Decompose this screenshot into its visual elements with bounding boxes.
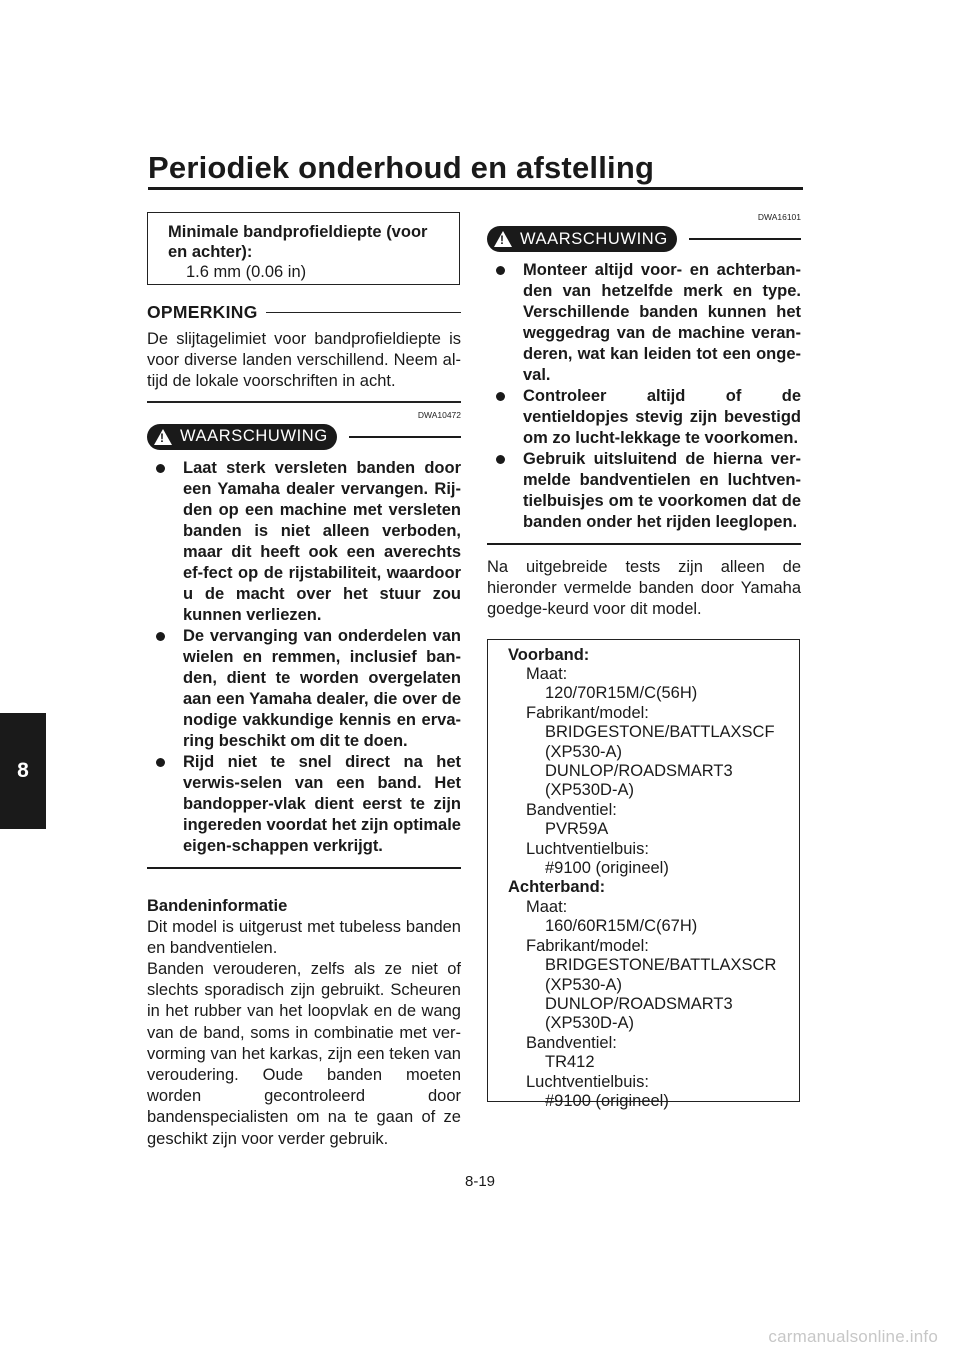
bullet-dot-icon: [496, 392, 505, 401]
section-paragraph: Banden verouderen, zelfs als ze niet of slechts sporadisch zijn gebruikt. Scheuren in het rubber van het loopvlak en de wang van de band, soms in combinatie met ver-vorming van het karkas, zijn een teken van veroudering. Oude banden moeten worden gecontroleerd door bandenspecialisten om na te gaan of ze geschikt zijn voor verder gebruik.: [147, 959, 461, 1148]
front-tube-value: #9100 (origineel): [545, 859, 669, 878]
bullet-dot-icon: [496, 266, 505, 275]
min-depth-box: [147, 212, 460, 285]
page-title: Periodiek onderhoud en afstelling: [148, 150, 655, 185]
rear-maker-2-code: (XP530D-A): [545, 1014, 634, 1033]
warning-end-rule: [487, 543, 801, 545]
warning-triangle-icon: !: [154, 429, 172, 445]
front-valve-value: PVR59A: [545, 820, 609, 839]
min-depth-label: Minimale bandprofieldiepte (voor en achter):: [168, 223, 428, 261]
warning-code: DWA10472: [417, 409, 461, 420]
tire-spec-box: [487, 639, 800, 1110]
front-maker-2-code: (XP530D-A): [545, 781, 634, 800]
warning-header: [487, 226, 801, 252]
rear-tube-label: Luchtventielbuis:: [526, 1072, 649, 1091]
note-end-rule: [147, 401, 461, 403]
front-maker-1-code: (XP530-A): [545, 742, 623, 761]
warning-item: Laat sterk versleten banden door een Yamaha dealer vervangen. Rij-den op een machine met versleten banden is niet alleen verboden, maar dit heeft ook een averechts ef-fect op de rijstabiliteit, waardoor u de macht over het stuur zou kunnen verliezen.: [147, 458, 461, 626]
front-valve-label: Bandventiel:: [526, 800, 617, 819]
warning-item: Rijd niet te snel direct na het verwis-selen van een band. Het bandopper-vlak dient eerst te zijn ingereden voordat het zijn optimale eigen-schappen verkrijgt.: [147, 752, 461, 857]
warning-item: Controleer altijd of de ventieldopjes stevig zijn bevestigd om zo lucht-lekkage te voorkomen.: [487, 386, 801, 449]
rear-valve-value: TR412: [545, 1053, 595, 1072]
right-column: [487, 212, 801, 1110]
note-rule: [266, 312, 461, 314]
front-size-value: 120/70R15M/C(56H): [545, 684, 698, 703]
rear-maker-label: Fabrikant/model:: [526, 936, 649, 955]
front-tire-label: Voorband:: [508, 645, 590, 664]
rear-maker-2: DUNLOP/ROADSMART3: [545, 994, 733, 1013]
rear-tire-label: Achterband:: [508, 878, 606, 897]
watermark: carmanualsonline.info: [768, 1327, 938, 1346]
left-column: [147, 212, 461, 1150]
rear-maker-1: BRIDGESTONE/BATTLAXSCR: [545, 956, 777, 975]
bullet-dot-icon: [156, 758, 165, 767]
approval-intro: Na uitgebreide tests zijn alleen de hieronder vermelde banden door Yamaha goedge-keurd voor dit model.: [487, 558, 801, 619]
warning-rule: [689, 238, 801, 240]
warning-triangle-icon: !: [494, 231, 512, 247]
section-heading: Bandeninformatie: [147, 896, 288, 915]
rear-size-label: Maat:: [526, 897, 568, 916]
bullet-dot-icon: [496, 455, 505, 464]
warning-list: [487, 260, 801, 533]
rear-valve-label: Bandventiel:: [526, 1033, 617, 1052]
bullet-dot-icon: [156, 632, 165, 641]
warning-badge: [487, 226, 677, 252]
warning-label: WAARSCHUWING: [520, 229, 668, 248]
warning-rule: [349, 436, 461, 438]
warning-list: [147, 458, 461, 857]
note-title: OPMERKING: [147, 302, 258, 322]
warning-header: [147, 424, 461, 450]
front-maker-2: DUNLOP/ROADSMART3: [545, 762, 733, 781]
warning-end-rule: [147, 867, 461, 869]
rear-maker-1-code: (XP530-A): [545, 975, 623, 994]
chapter-tab: 8: [0, 713, 46, 829]
warning-badge: [147, 424, 337, 450]
note-text: De slijtagelimiet voor bandprofieldiepte is voor diverse landen verschillend. Neem al-tijd de lokale voorschriften in acht.: [147, 330, 461, 390]
note-header: [147, 302, 461, 323]
min-depth-value: 1.6 mm (0.06 in): [186, 263, 307, 281]
warning-item: Gebruik uitsluitend de hierna ver-melde bandventielen en luchtven-tielbuisjes om te voorkomen dat de banden onder het rijden leeglopen.: [487, 449, 801, 533]
warning-code: DWA16101: [757, 212, 801, 222]
bullet-dot-icon: [156, 464, 165, 473]
rear-tube-value: #9100 (origineel): [545, 1091, 669, 1110]
front-tube-label: Luchtventielbuis:: [526, 839, 649, 858]
rear-size-value: 160/60R15M/C(67H): [545, 917, 698, 936]
front-size-label: Maat:: [526, 665, 568, 684]
warning-label: WAARSCHUWING: [180, 427, 328, 445]
warning-item: Monteer altijd voor- en achterban-den van hetzelfde merk en type. Verschillende banden kunnen het weggedrag van de machine veran-deren, wat kan leiden tot een onge-val.: [487, 260, 801, 386]
section-paragraph: Dit model is uitgerust met tubeless banden en bandventielen.: [147, 917, 461, 957]
front-maker-1: BRIDGESTONE/BATTLAXSCF: [545, 723, 775, 742]
front-maker-label: Fabrikant/model:: [526, 703, 649, 722]
warning-item: De vervanging van onderdelen van wielen en remmen, inclusief ban-den, dient te worden overgelaten aan een Yamaha dealer, die over de nodige vakkundige kennis en erva-ring beschikt om dit te doen.: [147, 626, 461, 752]
title-rule: [148, 187, 803, 190]
page-number: 8-19: [464, 1173, 496, 1190]
